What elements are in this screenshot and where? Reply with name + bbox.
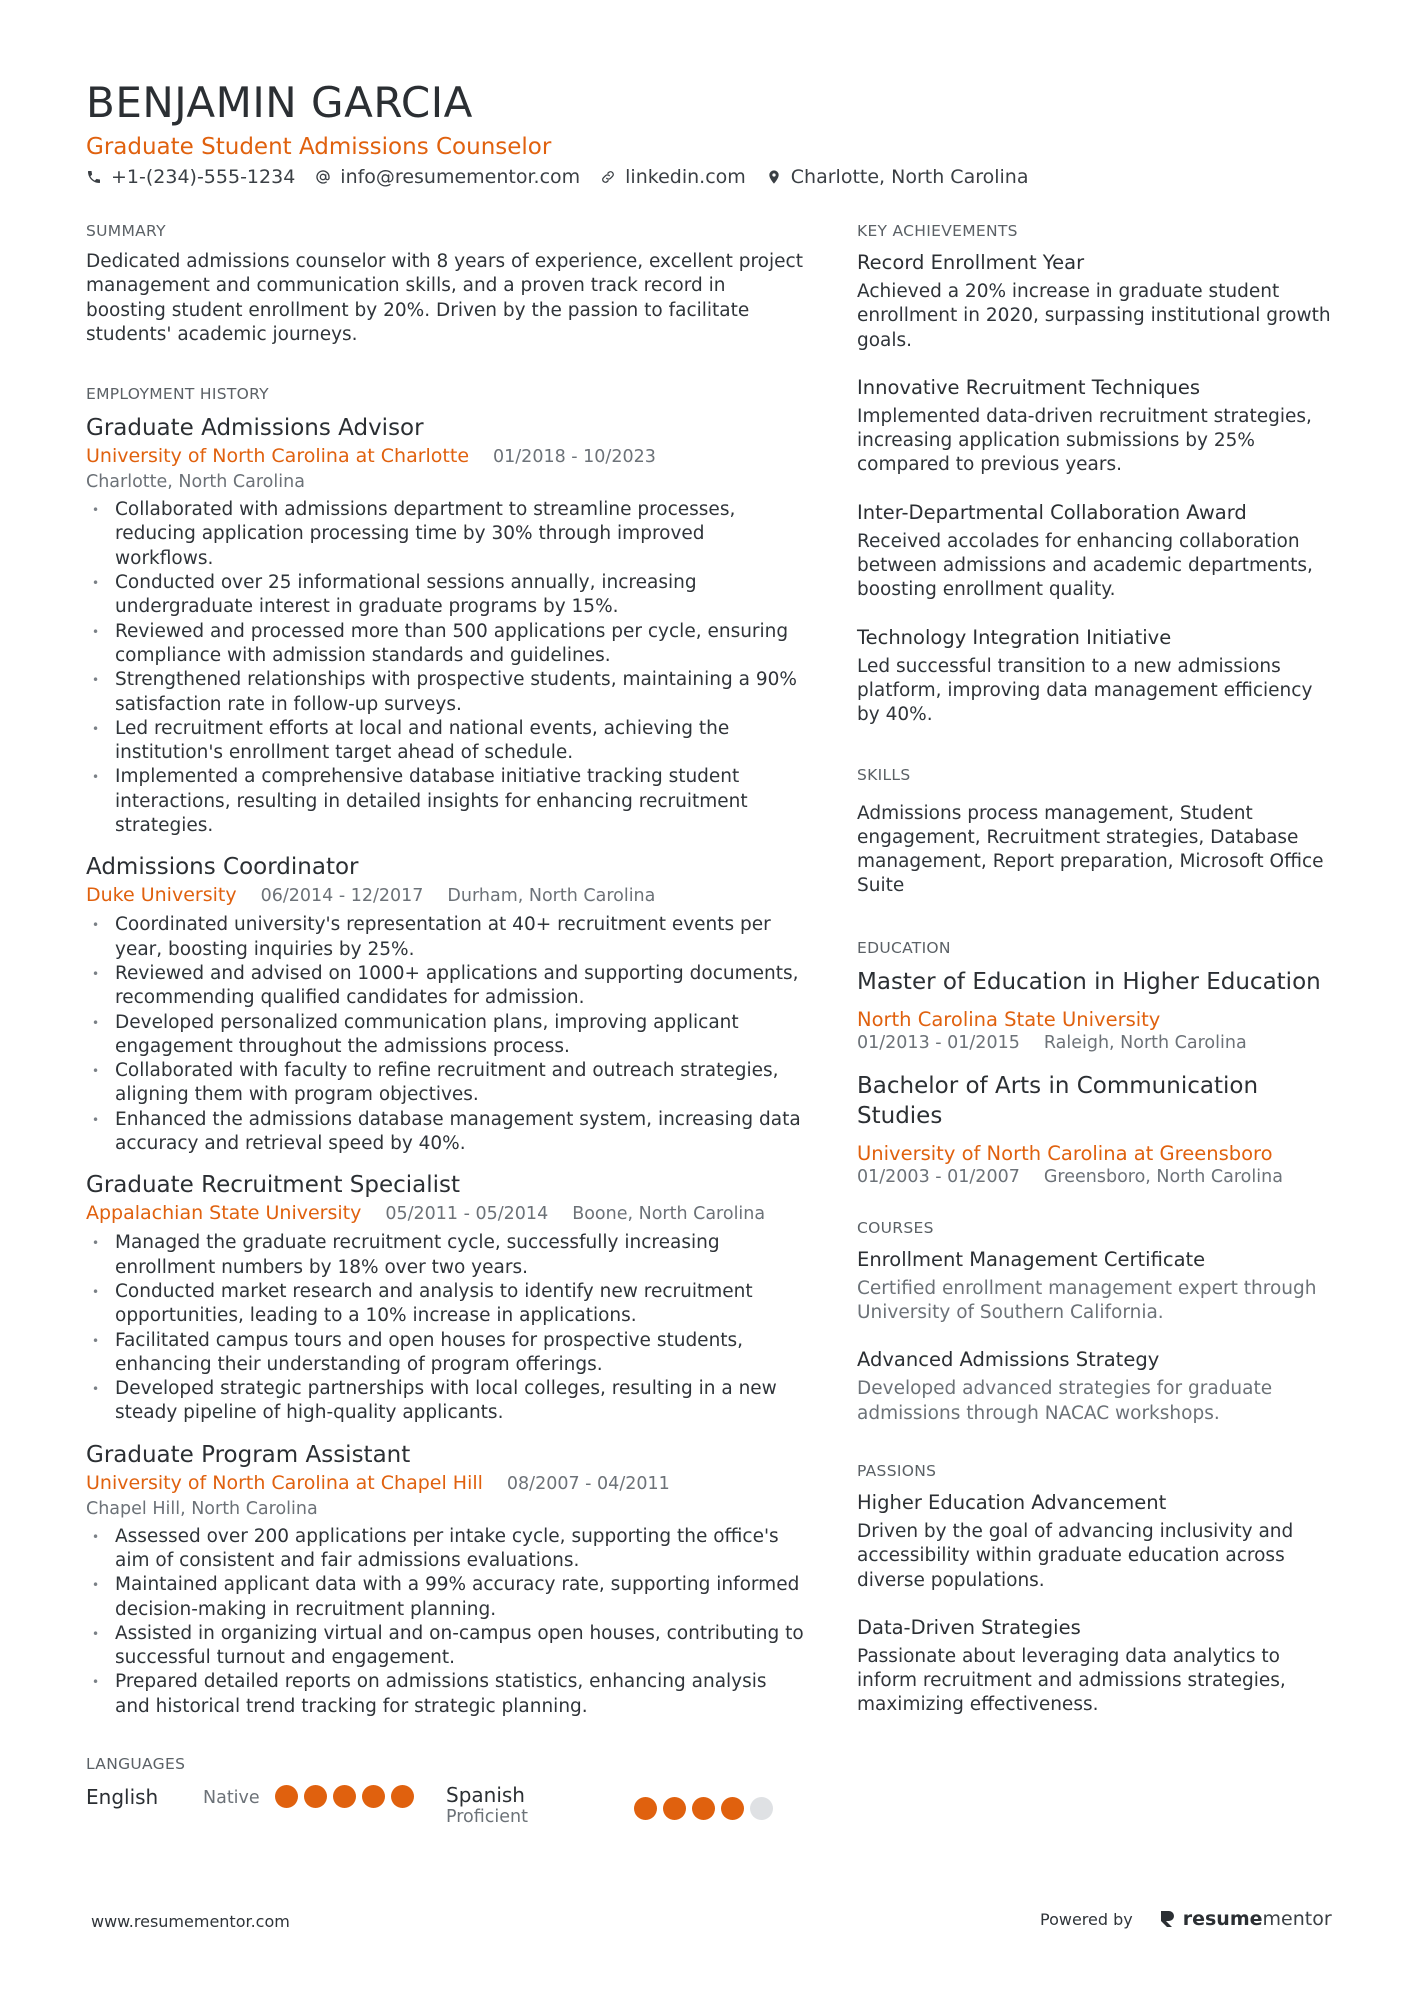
language-name: English xyxy=(86,1785,159,1810)
job-bullet: • Collaborated with faculty to refine recruitment and outreach strategies, aligning them with program objectives. xyxy=(86,1059,806,1108)
achievement-item xyxy=(857,375,1337,478)
candidate-title: Graduate Student Admissions Counselor xyxy=(86,134,552,160)
job-bullet: • Enhanced the admissions database management system, increasing data accuracy and retrieval speed by 40%. xyxy=(86,1108,806,1157)
language-item xyxy=(86,1785,446,1809)
job-location: Durham, North Carolina xyxy=(447,886,656,907)
achievement-text: Led successful transition to a new admissions platform, improving data management efficiency by 40%. xyxy=(857,655,1313,726)
rating-dot-filled xyxy=(304,1785,327,1808)
passion-title: Higher Education Advancement xyxy=(857,1490,1167,1514)
achievement-text: Implemented data-driven recruitment strategies, increasing application submissions by 25% compared to previous years. xyxy=(857,405,1312,476)
course-text: Certified enrollment management expert through University of Southern California. xyxy=(857,1277,1317,1324)
job-entry xyxy=(86,1170,806,1425)
footer-website[interactable]: www.resumementor.com xyxy=(91,1912,290,1931)
job-bullet: • Assisted in organizing virtual and on-campus open houses, contributing to successful turnout and engagement. xyxy=(86,1622,806,1671)
passion-item xyxy=(857,1615,1337,1718)
passion-text: Driven by the goal of advancing inclusivity and accessibility within graduate education across diverse populations. xyxy=(857,1520,1294,1591)
achievement-title: Record Enrollment Year xyxy=(857,251,1085,274)
language-rating xyxy=(634,1797,779,1820)
job-bullet: • Developed personalized communication plans, improving applicant engagement throughout the admissions process. xyxy=(86,1011,806,1060)
location-text: Charlotte, North Carolina xyxy=(790,166,1029,188)
left-column xyxy=(86,222,806,1827)
education-meta xyxy=(857,1167,1337,1187)
link-icon xyxy=(600,169,616,185)
job-bullet: • Strengthened relationships with prospective students, maintaining a 90% satisfaction rate in follow-up surveys. xyxy=(86,668,806,717)
courses-section xyxy=(857,1219,1337,1426)
job-dates: 05/2011 - 05/2014 xyxy=(385,1204,549,1225)
skills-heading: SKILLS xyxy=(857,765,911,784)
course-text: Developed advanced strategies for graduate admissions through NACAC workshops. xyxy=(857,1378,1273,1424)
contact-row xyxy=(86,166,1048,188)
job-meta xyxy=(86,443,806,470)
job-title: Graduate Recruitment Specialist xyxy=(86,1172,461,1199)
phone-icon xyxy=(86,169,102,185)
job-bullet: • Managed the graduate recruitment cycle, successfully increasing enrollment numbers by 18% over two years. xyxy=(86,1231,806,1280)
job-bullet: • Facilitated campus tours and open houses for prospective students, enhancing their understanding of program offerings. xyxy=(86,1329,806,1378)
rating-dot-filled xyxy=(721,1797,744,1820)
achievement-item xyxy=(857,250,1337,353)
language-rating xyxy=(275,1785,420,1808)
brand-light: mentor xyxy=(1262,1908,1332,1930)
job-bullet: • Coordinated university's representation at 40+ recruitment events per year, boosting inquiries by 25%. xyxy=(86,913,806,962)
job-meta xyxy=(86,1200,806,1227)
contact-location xyxy=(766,166,1029,188)
education-location: Raleigh, North Carolina xyxy=(1043,1032,1247,1053)
achievement-item xyxy=(857,625,1337,728)
rating-dot-filled xyxy=(333,1785,356,1808)
education-heading: EDUCATION xyxy=(857,938,951,957)
course-title: Advanced Admissions Strategy xyxy=(857,1348,1160,1372)
candidate-name: BENJAMIN GARCIA xyxy=(86,78,473,127)
language-level: Native xyxy=(203,1788,260,1809)
job-entry xyxy=(86,1440,806,1719)
achievements-heading: KEY ACHIEVEMENTS xyxy=(857,222,1018,240)
phone-text: +1-(234)-555-1234 xyxy=(111,166,296,188)
resumementor-logo-icon xyxy=(1159,1909,1177,1929)
job-bullet: • Collaborated with admissions department to streamline processes, reducing application processing time by 30% through improved workflows. xyxy=(86,498,806,571)
brand-bold: resume xyxy=(1182,1908,1263,1930)
job-dates: 01/2018 - 10/2023 xyxy=(493,447,656,468)
education-degree: Master of Education in Higher Education xyxy=(857,968,1321,995)
rating-dot-filled xyxy=(275,1785,298,1808)
job-bullets xyxy=(86,1525,806,1719)
footer-branding xyxy=(1040,1908,1332,1930)
job-dates: 06/2014 - 12/2017 xyxy=(260,886,424,907)
job-bullet: • Reviewed and processed more than 500 applications per cycle, ensuring compliance with admission standards and guidelines. xyxy=(86,620,806,669)
email-text: info@resumementor.com xyxy=(340,166,581,188)
rating-dot-filled xyxy=(634,1797,657,1820)
contact-email[interactable] xyxy=(315,166,580,188)
achievement-text: Achieved a 20% increase in graduate student enrollment in 2020, surpassing institutional growth goals. xyxy=(857,281,1331,351)
achievement-title: Technology Integration Initiative xyxy=(857,625,1172,649)
job-location: Chapel Hill, North Carolina xyxy=(86,1498,318,1519)
education-meta xyxy=(857,1033,1337,1053)
passion-text: Passionate about leveraging data analytics to inform recruitment and admissions strategies, maximizing effectiveness. xyxy=(857,1645,1286,1716)
job-entry xyxy=(86,852,806,1156)
language-level: Proficient xyxy=(446,1807,528,1828)
courses-heading: COURSES xyxy=(857,1218,934,1237)
job-bullet: • Prepared detailed reports on admissions statistics, enhancing analysis and historical trend tracking for strategic planning. xyxy=(86,1670,806,1719)
summary-text: Dedicated admissions counselor with 8 years of experience, excellent project management and communication skills, and a proven track record in boosting student enrollment by 20%. Driven by the passion to facilitate students' academic journeys. xyxy=(86,251,803,345)
job-meta xyxy=(86,1470,806,1497)
rating-dot-filled xyxy=(391,1785,414,1808)
job-location: Boone, North Carolina xyxy=(572,1204,766,1225)
passions-section xyxy=(857,1462,1337,1718)
skills-text: Admissions process management, Student engagement, Recruitment strategies, Database management, Report preparation, Microsoft Office Suite xyxy=(857,802,1324,897)
at-icon xyxy=(315,169,331,185)
language-item xyxy=(446,1783,806,1827)
linkedin-text: linkedin.com xyxy=(625,166,746,188)
achievement-text: Received accolades for enhancing collaboration between admissions and academic departments, boosting enrollment quality. xyxy=(857,530,1313,601)
job-company: Duke University xyxy=(86,884,237,907)
job-location: Charlotte, North Carolina xyxy=(86,472,305,493)
powered-by-label: Powered by xyxy=(1040,1909,1133,1929)
languages-heading: LANGUAGES xyxy=(86,1755,186,1774)
summary-section xyxy=(86,222,806,347)
achievement-title: Inter-Departmental Collaboration Award xyxy=(857,500,1247,524)
employment-section xyxy=(86,385,806,1719)
course-item xyxy=(857,1347,1337,1426)
education-location: Greensboro, North Carolina xyxy=(1043,1166,1283,1187)
languages-section xyxy=(86,1755,806,1827)
job-title: Admissions Coordinator xyxy=(86,854,359,881)
job-bullet: • Reviewed and advised on 1000+ applications and supporting documents, recommending qualified candidates for admission. xyxy=(86,962,806,1011)
education-school: North Carolina State University xyxy=(857,1007,1161,1031)
passion-item xyxy=(857,1490,1337,1593)
job-title: Graduate Program Assistant xyxy=(86,1441,411,1468)
rating-dot-empty xyxy=(750,1797,773,1820)
education-dates: 01/2003 - 01/2007 xyxy=(857,1166,1020,1187)
job-bullet: • Led recruitment efforts at local and national events, achieving the institution's enrollment target ahead of schedule. xyxy=(86,717,806,766)
passion-title: Data-Driven Strategies xyxy=(857,1615,1081,1639)
contact-phone xyxy=(86,166,295,188)
job-bullets xyxy=(86,913,806,1156)
job-bullet: • Implemented a comprehensive database initiative tracking student interactions, resulting in detailed insights for enhancing recruitment strategies. xyxy=(86,765,806,838)
achievement-title: Innovative Recruitment Techniques xyxy=(857,375,1201,399)
job-company: University of North Carolina at Charlotte xyxy=(86,445,470,468)
skills-section xyxy=(857,766,1337,899)
employment-heading: EMPLOYMENT HISTORY xyxy=(86,385,269,404)
languages-list xyxy=(86,1785,806,1827)
course-item xyxy=(857,1247,1337,1326)
job-bullet: • Conducted market research and analysis to identify new recruitment opportunities, leading to a 10% increase in applications. xyxy=(86,1280,806,1329)
job-meta xyxy=(86,882,806,909)
job-company: Appalachian State University xyxy=(86,1202,362,1225)
job-dates: 08/2007 - 04/2011 xyxy=(506,1473,670,1494)
rating-dot-filled xyxy=(362,1785,385,1808)
job-bullet: • Developed strategic partnerships with local colleges, resulting in a new steady pipeline of high-quality applicants. xyxy=(86,1377,806,1426)
brand-logo[interactable] xyxy=(1159,1908,1332,1930)
course-title: Enrollment Management Certificate xyxy=(857,1247,1206,1271)
education-degree: Bachelor of Arts in Communication Studies xyxy=(857,1072,1259,1129)
language-name-wrap xyxy=(86,1785,203,1809)
job-company: University of North Carolina at Chapel Hill xyxy=(86,1471,483,1494)
job-bullet: • Assessed over 200 applications per intake cycle, supporting the office's aim of consistent and fair admissions evaluations. xyxy=(86,1525,806,1574)
language-name: Spanish xyxy=(446,1783,525,1808)
job-bullets xyxy=(86,1231,806,1425)
contact-linkedin[interactable] xyxy=(600,166,746,188)
summary-heading: SUMMARY xyxy=(86,222,166,240)
job-entry xyxy=(86,413,806,838)
language-name-wrap xyxy=(446,1783,634,1827)
location-pin-icon xyxy=(766,169,782,185)
rating-dot-filled xyxy=(663,1797,686,1820)
rating-dot-filled xyxy=(692,1797,715,1820)
right-column xyxy=(857,222,1337,1718)
job-bullets xyxy=(86,498,806,838)
job-bullet: • Maintained applicant data with a 99% accuracy rate, supporting informed decision-making in recruitment planning. xyxy=(86,1573,806,1622)
education-dates: 01/2013 - 01/2015 xyxy=(857,1032,1020,1053)
achievements-section xyxy=(857,222,1337,728)
job-title: Graduate Admissions Advisor xyxy=(86,415,424,442)
education-school: University of North Carolina at Greensboro xyxy=(857,1141,1273,1165)
education-section xyxy=(857,939,1337,1187)
passions-heading: PASSIONS xyxy=(857,1461,937,1480)
job-bullet: • Conducted over 25 informational sessions annually, increasing undergraduate interest in graduate programs by 15%. xyxy=(86,571,806,620)
achievement-item xyxy=(857,500,1337,603)
education-item xyxy=(857,967,1337,1053)
education-item xyxy=(857,1071,1337,1187)
